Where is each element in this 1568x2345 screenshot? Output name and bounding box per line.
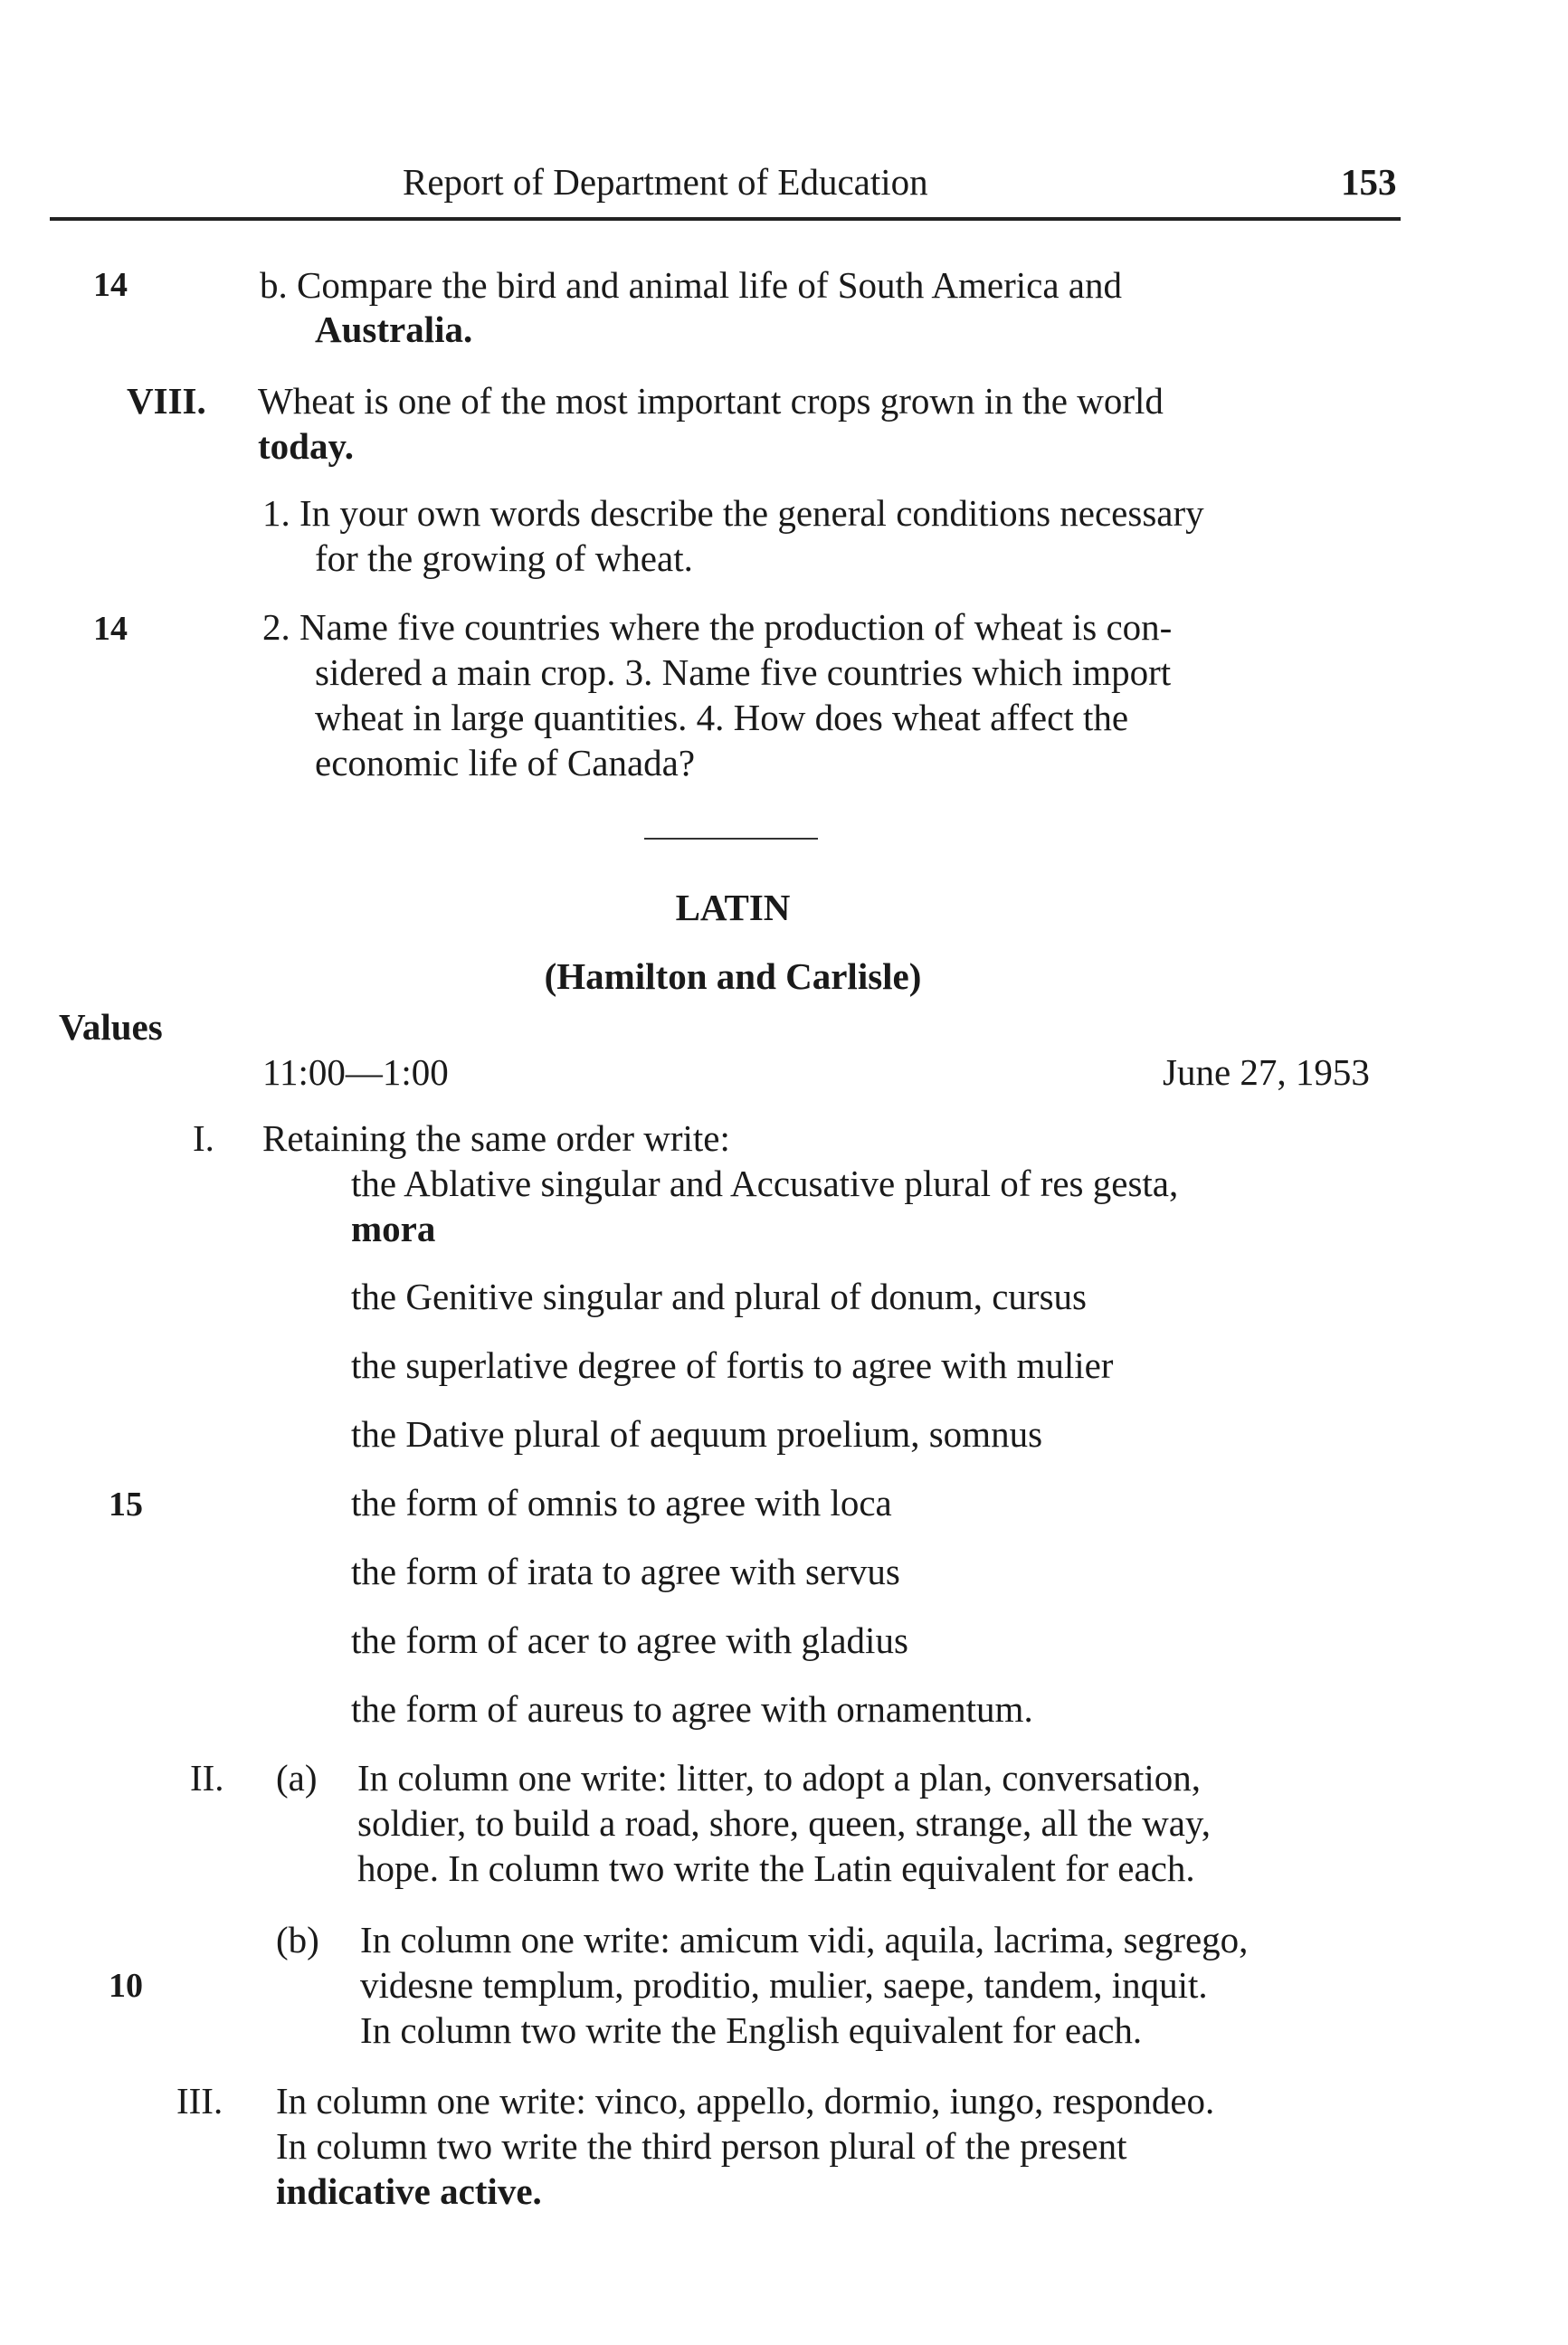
list-item: the form of omnis to agree with loca	[351, 1482, 892, 1524]
sub-question-text: sidered a main crop. 3. Name five countries which import	[315, 651, 1172, 693]
marks-value: 14	[93, 266, 128, 304]
question-text: b. Compare the bird and animal life of South America and	[260, 264, 1122, 306]
exam-date: June 27, 1953	[1163, 1051, 1370, 1093]
list-item: the Ablative singular and Accusative plural of res gesta,	[351, 1163, 1179, 1204]
exam-time: 11:00—1:00	[262, 1051, 449, 1093]
list-item: the form of aureus to agree with ornamentum.	[351, 1688, 1033, 1730]
page-number: 153	[1341, 161, 1397, 203]
section-divider	[644, 838, 818, 840]
question-text: soldier, to build a road, shore, queen, strange, all the way,	[357, 1802, 1211, 1844]
list-item: the Genitive singular and plural of donum, cursus	[351, 1276, 1087, 1317]
running-header-title: Report of Department of Education	[403, 161, 928, 203]
question-text: In column two write the English equivalent for each.	[360, 2009, 1143, 2051]
values-column-label: Values	[59, 1006, 163, 1048]
section-title: LATIN	[675, 887, 791, 928]
list-item: the form of irata to agree with servus	[351, 1551, 900, 1592]
question-number: II.	[190, 1757, 224, 1799]
marks-value: 14	[93, 610, 128, 648]
sub-question-text: economic life of Canada?	[315, 742, 696, 783]
list-item: the superlative degree of fortis to agree with mulier	[351, 1344, 1114, 1386]
question-number: I.	[193, 1117, 214, 1159]
question-text: indicative active.	[276, 2170, 542, 2212]
sub-question-text: 2. Name five countries where the production of wheat is con-	[262, 606, 1173, 648]
sub-question-text: wheat in large quantities. 4. How does wheat affect the	[315, 697, 1129, 738]
question-text: In column one write: litter, to adopt a plan, conversation,	[357, 1757, 1201, 1799]
sub-question-text: 1. In your own words describe the general conditions necessary	[262, 492, 1204, 534]
list-item: the form of acer to agree with gladius	[351, 1619, 908, 1661]
header-rule	[50, 217, 1401, 221]
question-text: In column one write: amicum vidi, aquila, lacrima, segrego,	[360, 1919, 1249, 1960]
question-text: Wheat is one of the most important crops grown in the world	[258, 380, 1164, 422]
sub-question-label: (a)	[276, 1757, 318, 1799]
marks-value: 10	[109, 1967, 143, 2005]
question-text: hope. In column two write the Latin equivalent for each.	[357, 1847, 1195, 1889]
question-text: today.	[258, 425, 354, 467]
question-text: Retaining the same order write:	[262, 1117, 730, 1159]
list-item: the Dative plural of aequum proelium, somnus	[351, 1413, 1043, 1455]
marks-value: 15	[109, 1486, 143, 1524]
question-text: Australia.	[315, 309, 473, 350]
question-text: In column two write the third person plural of the present	[276, 2125, 1127, 2167]
list-item: mora	[351, 1208, 436, 1249]
question-text: videsne templum, proditio, mulier, saepe, tandem, inquit.	[360, 1964, 1208, 2006]
sub-question-label: (b)	[276, 1919, 319, 1960]
question-number: III.	[176, 2080, 223, 2122]
question-text: In column one write: vinco, appello, dormio, iungo, respondeo.	[276, 2080, 1215, 2122]
section-subtitle: (Hamilton and Carlisle)	[544, 955, 922, 997]
question-number: VIII.	[127, 380, 206, 422]
sub-question-text: for the growing of wheat.	[315, 537, 693, 579]
